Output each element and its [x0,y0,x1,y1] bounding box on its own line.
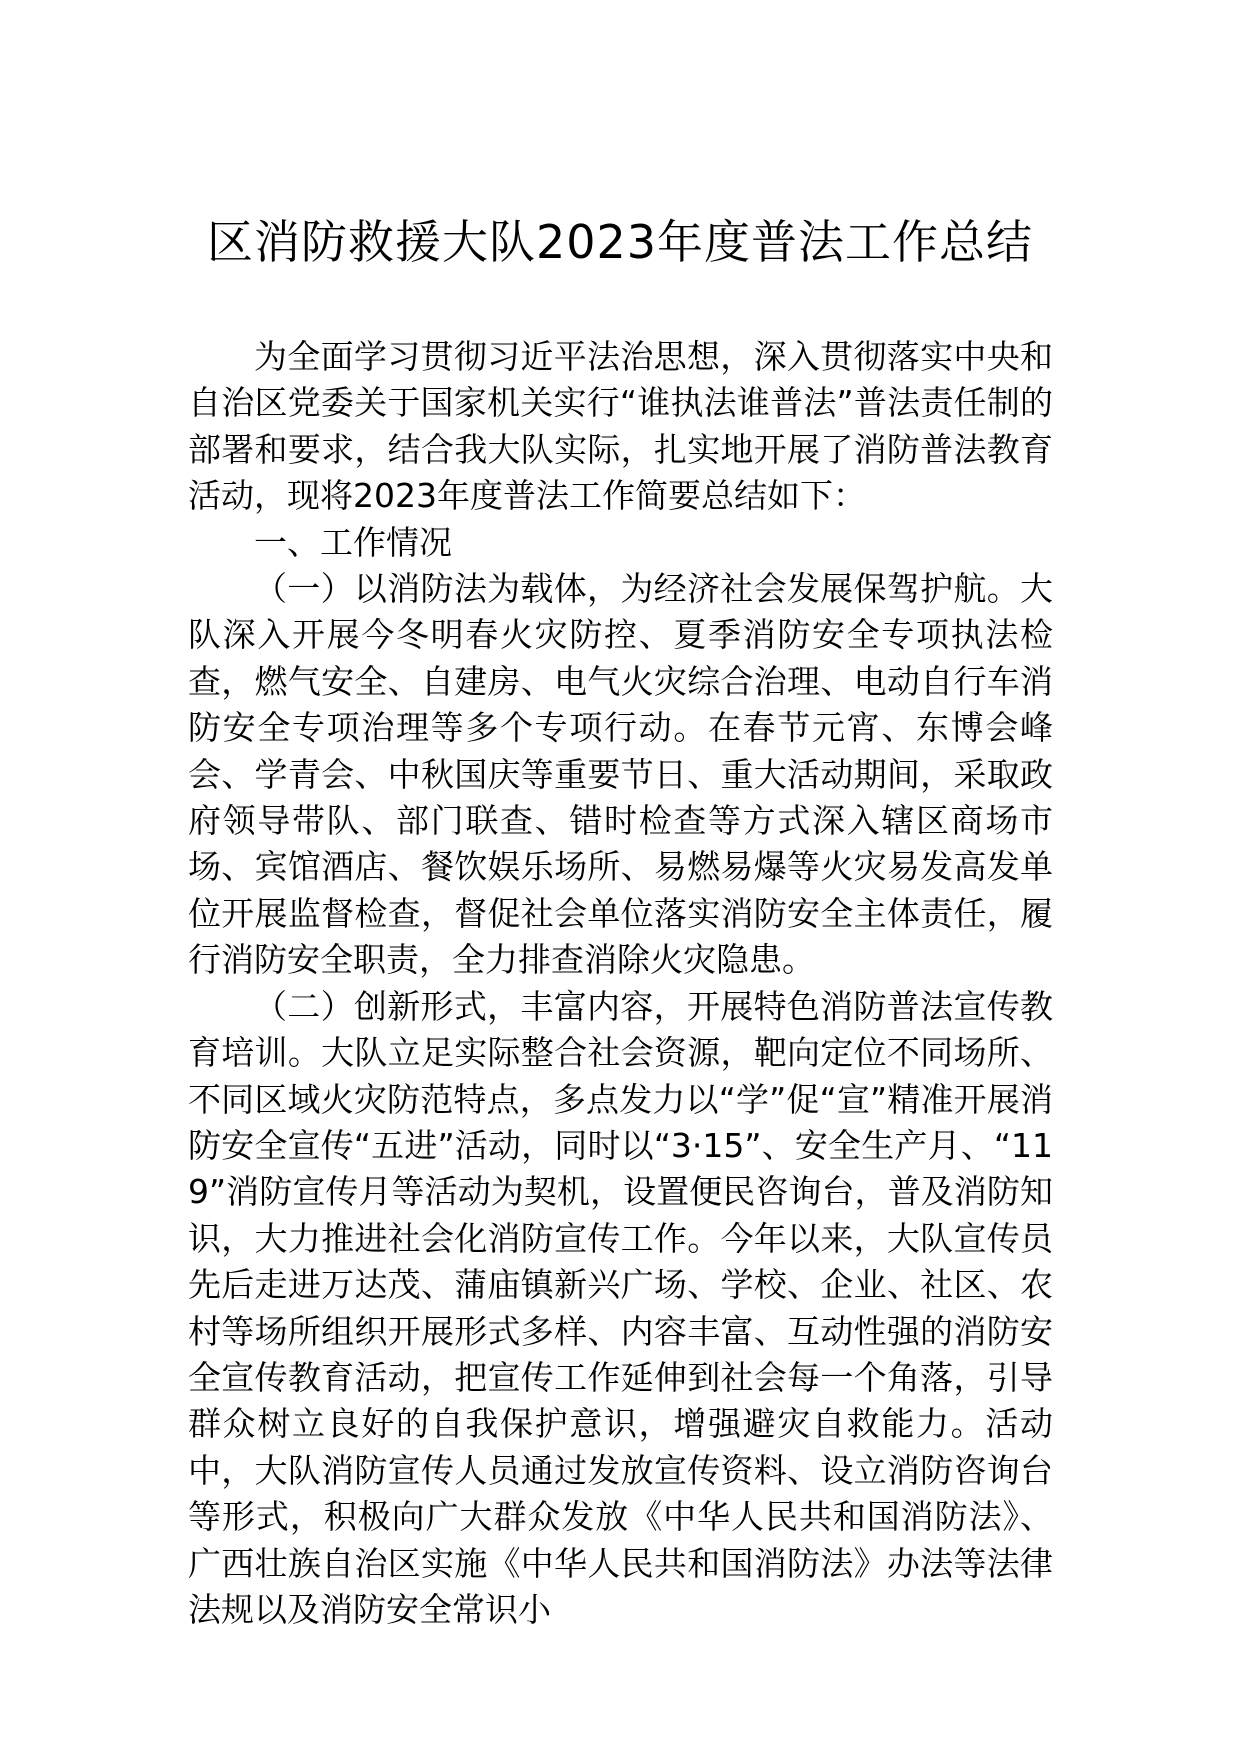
paragraph-item-1: （一）以消防法为载体，为经济社会发展保驾护航。大队深入开展今冬明春火灾防控、夏季消防安全专项执法检查，燃气安全、自建房、电气火灾综合治理、电动自行车消防安全专项治理等多个专项行动。在春节元宵、东博会峰会、学青会、中秋国庆等重要节日、重大活动期间，采取政府领导带队、部门联查、错时检查等方式深入辖区商场市场、宾馆酒店、餐饮娱乐场所、易燃易爆等火灾易发高发单位开展监督检查，督促社会单位落实消防安全主体责任，履行消防安全职责，全力排查消除火灾隐患。 [188,569,1053,980]
document-body [188,334,1053,1633]
intro-paragraph: 为全面学习贯彻习近平法治思想，深入贯彻落实中央和自治区党委关于国家机关实行“谁执法谁普法”普法责任制的部署和要求，结合我大队实际，扎实地开展了消防普法教育活动，现将2023年度普法工作简要总结如下： [188,337,1053,516]
document-title: 区消防救援大队2023年度普法工作总结 [206,215,1034,269]
section-heading-work-status: 一、工作情况 [254,522,452,562]
paragraph-item-2: （二）创新形式，丰富内容，开展特色消防普法宣传教育培训。大队立足实际整合社会资源，靶向定位不同场所、不同区域火灾防范特点，多点发力以“学”促“宣”精准开展消防安全宣传“五进”活动，同时以“3·15”、安全生产月、“119”消防宣传月等活动为契机，设置便民咨询台，普及消防知识，大力推进社会化消防宣传工作。今年以来，大队宣传员先后走进万达茂、蒲庙镇新兴广场、学校、企业、社区、农村等场所组织开展形式多样、内容丰富、互动性强的消防安全宣传教育活动，把宣传工作延伸到社会每一个角落，引导群众树立良好的自我保护意识，增强避灾自救能力。活动中，大队消防宣传人员通过发放宣传资料、设立消防咨询台等形式，积极向广大群众发放《中华人民共和国消防法》、广西壮族自治区实施《中华人民共和国消防法》办法等法律法规以及消防安全常识小 [188,986,1053,1629]
